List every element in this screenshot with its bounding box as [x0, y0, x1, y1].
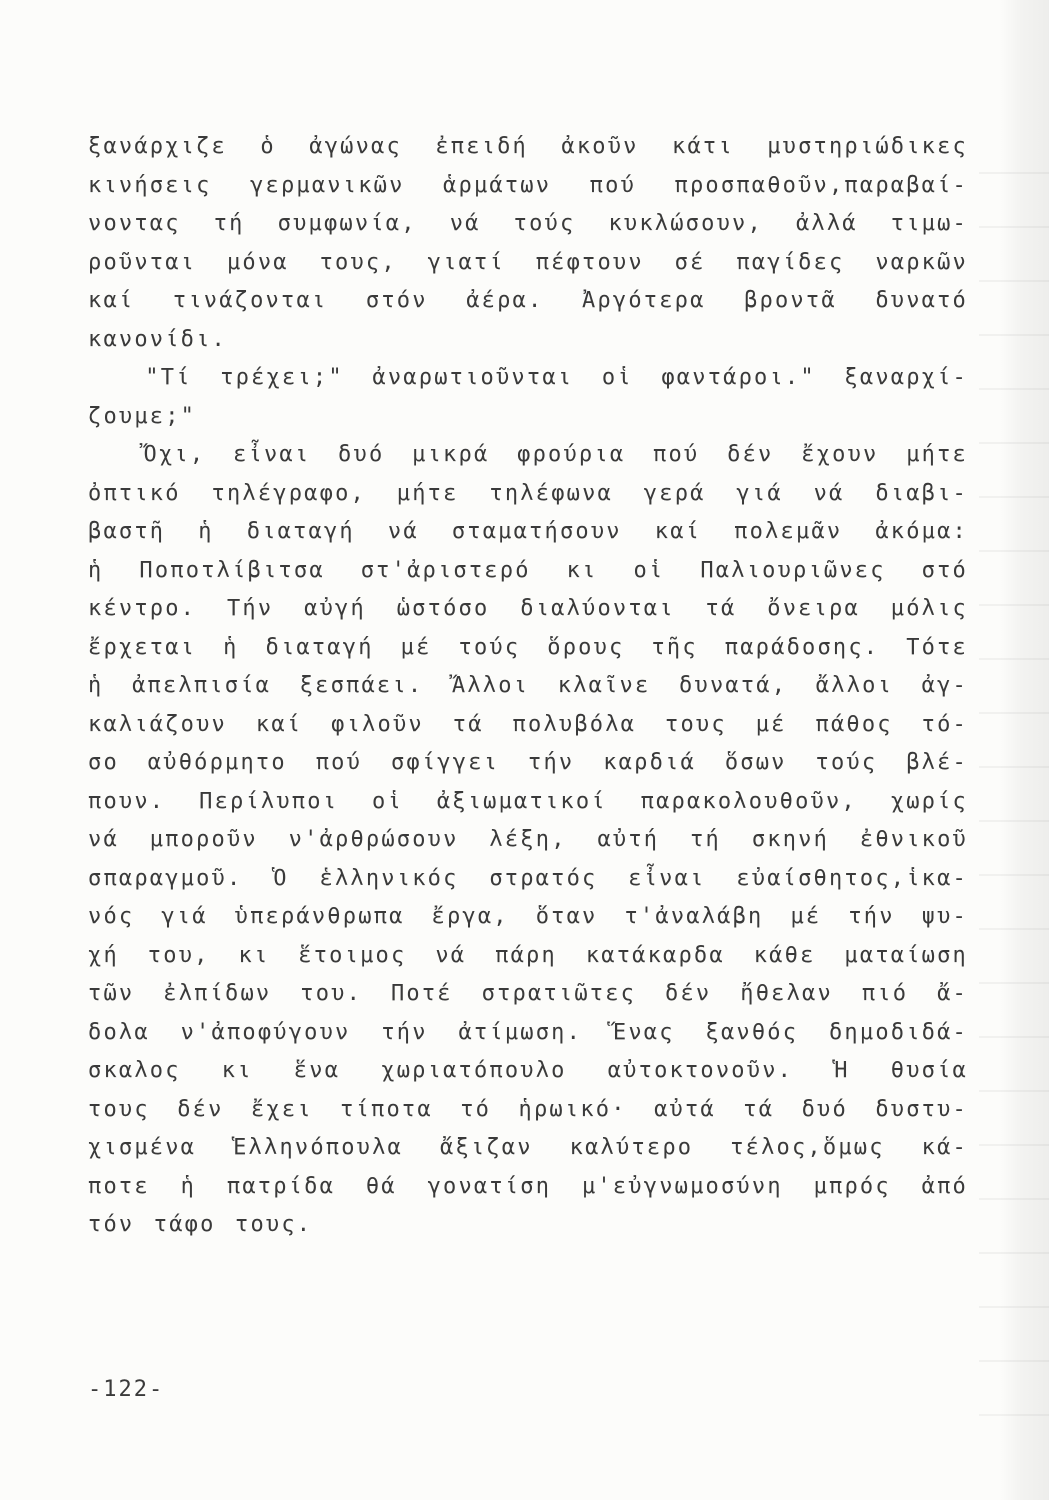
- text-line: τόν τάφο τους.: [88, 1212, 313, 1237]
- text-line: σκαλος κι ἕνα χωριατόπουλο αὐτοκτονοῦν. Ἡ θυσία: [88, 1058, 968, 1083]
- text-line: σο αὐθόρμητο πού σφίγγει τήν καρδιά ὅσων τούς βλέ-: [88, 750, 968, 775]
- text-line: ἡ ἀπελπισία ξεσπάει. Ἄλλοι κλαῖνε δυνατά, ἄλλοι ἀγ-: [88, 673, 968, 698]
- text-line: νά μποροῦν ν'ἀρθρώσουν λέξη, αὐτή τή σκηνή ἐθνικοῦ: [88, 827, 968, 852]
- text-line: ποτε ἡ πατρίδα θά γονατίση μ'εὐγνωμοσύνη μπρός ἀπό: [88, 1173, 968, 1199]
- bleed-through-lines: [979, 120, 1049, 1380]
- text-line: Ὄχι, εἶναι δυό μικρά φρούρια πού δέν ἔχουν μήτε: [88, 442, 968, 467]
- text-line: ζουμε;": [88, 403, 197, 429]
- text-line: ξανάρχιζε ὁ ἀγώνας ἐπειδή ἀκοῦν κάτι μυστηριώδικες: [88, 134, 968, 159]
- text-line: σπαραγμοῦ. Ὁ ἑλληνικός στρατός εἶναι εὐαίσθητος,ἱκα-: [88, 865, 968, 891]
- text-line: νοντας τή συμφωνία, νά τούς κυκλώσουν, ἀλλά τιμω-: [88, 211, 968, 236]
- text-line: χή του, κι ἕτοιμος νά πάρη κατάκαρδα κάθε ματαίωση: [88, 942, 968, 968]
- text-line: κινήσεις γερμανικῶν ἁρμάτων πού προσπαθοῦν,παραβαί-: [88, 172, 968, 198]
- text-line: τῶν ἐλπίδων του. Ποτέ στρατιῶτες δέν ἤθελαν πιό ἄ-: [88, 981, 968, 1006]
- text-line: βαστῆ ἡ διαταγή νά σταματήσουν καί πολεμᾶν ἀκόμα:: [88, 519, 968, 544]
- text-line: ὀπτικό τηλέγραφο, μήτε τηλέφωνα γερά γιά νά διαβι-: [88, 480, 968, 506]
- text-line: κέντρο. Τήν αὐγή ὡστόσο διαλύονται τά ὄνειρα μόλις: [88, 596, 968, 621]
- text-line: "Τί τρέχει;" ἀναρωτιοῦνται οἱ φαντάροι." ξαναρχί-: [88, 365, 968, 390]
- text-line: καλιάζουν καί φιλοῦν τά πολυβόλα τους μέ πάθος τό-: [88, 711, 968, 737]
- page-number: -122-: [88, 1377, 165, 1402]
- body-text: [88, 128, 968, 1245]
- text-line: πουν. Περίλυποι οἱ ἀξιωματικοί παρακολουθοῦν, χωρίς: [88, 788, 968, 814]
- text-line: δολα ν'ἀποφύγουν τήν ἀτίμωση. Ἕνας ξανθός δημοδιδά-: [88, 1019, 968, 1045]
- text-line: τους δέν ἔχει τίποτα τό ἡρωικό· αὐτά τά δυό δυστυ-: [88, 1096, 968, 1122]
- text-line: νός γιά ὑπεράνθρωπα ἔργα, ὅταν τ'ἀναλάβη μέ τήν ψυ-: [88, 904, 968, 929]
- text-line: καί τινάζονται στόν ἀέρα. Ἀργότερα βροντᾶ δυνατό: [88, 288, 968, 313]
- text-line: ροῦνται μόνα τους, γιατί πέφτουν σέ παγίδες ναρκῶν: [88, 249, 968, 275]
- text-line: ἔρχεται ἡ διαταγή μέ τούς ὅρους τῆς παράδοσης. Τότε: [88, 634, 968, 660]
- text-line: ἡ Ποποτλίβιτσα στ'ἀριστερό κι οἱ Παλιουριῶνες στό: [88, 557, 968, 583]
- text-line: κανονίδι.: [88, 326, 228, 352]
- text-line: χισμένα Ἑλληνόπουλα ἄξιζαν καλύτερο τέλος,ὅμως κά-: [88, 1135, 968, 1160]
